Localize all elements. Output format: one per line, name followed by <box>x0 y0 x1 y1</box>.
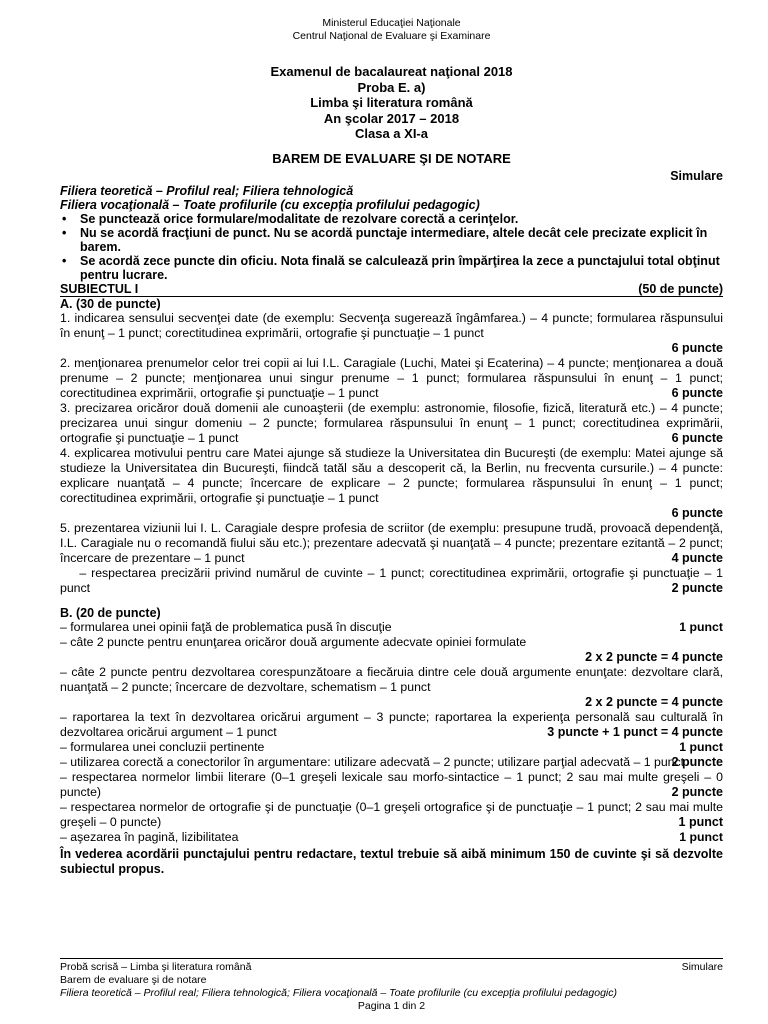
section-b-item-3 <box>60 665 723 710</box>
filiera-line-2: Filiera vocaţională – Toate profilurile (cu excepţia profilului pedagogic) <box>60 197 480 212</box>
subject-heading <box>60 282 723 297</box>
item-text: – respectarea normelor de ortografie şi de punctuaţie (0–1 greşeli ortografice şi de punctuaţie – 1 punct; 2 sau mai multe greşeli – 0 puncte) <box>60 799 723 829</box>
rules-list <box>60 212 723 282</box>
final-note: În vederea acordării punctajului pentru redactare, textul trebuie să aibă minimum 150 de cuvinte şi să dezvolte subiectul propus. <box>60 846 723 876</box>
section-b-item-8 <box>60 800 723 830</box>
item-text: – aşezarea în pagină, lizibilitatea <box>60 829 239 844</box>
footer-row <box>60 961 723 974</box>
simulare-label: Simulare <box>670 168 723 183</box>
barem-title: BAREM DE EVALUARE ŞI DE NOTARE <box>272 150 511 166</box>
exam-title: Examenul de bacalaureat naţional 2018 <box>270 64 513 79</box>
rule-item: • Se acordă zece puncte din oficiu. Nota finală se calculează prin împărţirea la zece a punctajului total obţinut pentru lucrare. <box>80 254 723 282</box>
item-points: 1 punct <box>679 829 723 844</box>
section-b-item-6 <box>60 755 723 770</box>
exam-subject: Limba şi literatura română <box>310 95 473 110</box>
exam-class: Clasa a XI-a <box>355 126 428 141</box>
item-text: – utilizarea corectă a conectorilor în argumentare: utilizare adecvată – 2 puncte; utilizare parţial adecvată – 1 punct <box>60 754 685 769</box>
footer-right: Simulare <box>681 961 723 973</box>
item-text: – formularea unei opinii faţă de problematica pusă în discuţie <box>60 619 392 634</box>
section-a-item-6 <box>60 565 727 596</box>
section-b-item-2 <box>60 635 723 665</box>
footer-line-2: Barem de evaluare şi de notare <box>60 974 207 986</box>
item-points: 2 puncte <box>671 784 723 799</box>
item-points: 1 punct <box>678 814 723 829</box>
item-points: 6 puncte <box>671 385 723 400</box>
section-a-item-4 <box>60 446 723 521</box>
filiera-line-1: Filiera teoretică – Profilul real; Filiera tehnologică <box>60 183 354 198</box>
section-b-item-5 <box>60 740 723 755</box>
subject-points: (50 de puncte) <box>638 281 723 296</box>
item-points: 2 x 2 puncte = 4 puncte <box>585 649 723 664</box>
page-footer <box>60 958 723 1013</box>
section-a-item-2 <box>60 356 723 401</box>
rule-item: • Se punctează orice formulare/modalitate de rezolvare corectă a cerinţelor. <box>80 212 723 226</box>
item-points: 1 punct <box>679 739 723 754</box>
item-text: – respectarea normelor limbii literare (0–1 greşeli lexicale sau morfo-sintactice – 1 punct; 2 sau mai multe greşeli – 0 puncte) <box>60 769 723 799</box>
item-text: 3. precizarea oricăror două domenii ale cunoaşterii (de exemplu: astronomie, filosofie, fizică, literatură etc.) – 4 puncte; precizarea unui singur domeniu – 2 puncte; formularea răspunsului în enunţ – 1 punct; corectitudinea exprimării, ortografie şi punctuaţie – 1 punct <box>60 400 723 445</box>
section-a-item-5 <box>60 521 723 566</box>
item-text: 5. prezentarea viziunii lui I. L. Caragiale despre profesia de scriitor (de exemplu: presupune trudă, provoacă dependenţă, I.L. Caragiale nu o recomandă fiului său etc.); prezentare adecvată şi nuanţată – 4 puncte; prezentare ezitantă – 2 punct; încercare de prezentare – 1 punct <box>60 520 723 565</box>
item-text: – câte 2 puncte pentru dezvoltarea corespunzătoare a fiecăruia dintre cele două argumente enunţate: dezvoltare clară, nuanţată – 2 puncte; încercare de dezvoltare, schematism – 1 punct <box>60 664 723 694</box>
item-text: – respectarea precizării privind numărul de cuvinte – 1 punct; corectitudinea exprimării, ortografie şi punctuaţie – 1 punct <box>60 565 727 595</box>
item-points: 6 puncte <box>671 430 723 445</box>
document-header <box>60 17 723 43</box>
rule-item: • Nu se acordă fracţiuni de punct. Nu se acordă punctaje intermediare, altele decât cele precizate explicit în barem. <box>80 226 723 254</box>
item-text: – formularea unei concluzii pertinente <box>60 739 265 754</box>
section-a-label: A. (30 de puncte) <box>60 296 161 311</box>
item-points: 2 puncte <box>671 754 723 769</box>
item-points: 1 punct <box>679 619 723 634</box>
section-b-label: B. (20 de puncte) <box>60 605 161 620</box>
section-b-item-9 <box>60 830 723 845</box>
page-number: Pagina 1 din 2 <box>357 1000 426 1012</box>
exam-year: An şcolar 2017 – 2018 <box>323 110 460 126</box>
item-points: 6 puncte <box>671 505 723 520</box>
item-points: 2 x 2 puncte = 4 puncte <box>585 694 723 709</box>
section-b-item-7 <box>60 770 723 800</box>
section-a-item-3 <box>60 401 723 446</box>
subject-label: SUBIECTUL I <box>60 281 139 296</box>
exam-titles <box>60 64 723 142</box>
item-points: 2 puncte <box>671 580 723 595</box>
item-text: 4. explicarea motivului pentru care Matei ajunge să studieze la Universitatea din Bucureşti (de exemplu: Matei ajunge să studieze la Universitatea din Bucureşti, fiindcă tatăl său a descoperit că, la Berlin, nu frecventa cursurile.) – 4 puncte: explicare nuanţată – 4 puncte; încercare de explicare – 2 puncte; formularea răspunsului în enunţ – 1 punct; corectitudinea exprimării, ortografie şi punctuaţie – 1 punct <box>60 445 723 505</box>
item-text-span: 2. menţionarea prenumelor celor trei copii ai lui I.L. Caragiale (Luchi, Matei şi Ecaterina) – 4 puncte; menţionarea a două prenume – 2 puncte; menţionarea unui singur prenume – 1 punct; formularea răspunsului în enunţ – 1 punct; corectitudinea exprimării, ortografie şi punctuaţie – 1 punct <box>60 355 723 400</box>
section-b-item-4 <box>60 710 723 740</box>
item-points: 6 puncte <box>671 340 723 355</box>
item-text: – raportarea la text în dezvoltarea oricărui argument – 3 puncte; raportarea la experienţa personală sau culturală în dezvoltarea oricărui argument – 1 punct <box>60 709 723 739</box>
document-page <box>60 0 727 877</box>
item-points: 3 puncte + 1 punct = 4 puncte <box>547 724 723 739</box>
item-text: – câte 2 puncte pentru enunţarea oricăror două argumente adecvate opiniei formulate <box>60 634 527 649</box>
exam-proba: Proba E. a) <box>357 79 426 95</box>
item-text: 1. indicarea sensului secvenţei date (de exemplu: Secvenţa sugerează îngâmfarea.) – 4 puncte; formularea răspunsului în enunţ – 1 punct; corectitudinea exprimării, ortografie şi punctuaţie – 1 punct <box>60 310 723 340</box>
section-a-item-1 <box>60 311 723 356</box>
section-b-item-1 <box>60 620 723 635</box>
footer-line-3: Filiera teoretică – Profilul real; Filiera tehnologică; Filiera vocaţională – Toate profilurile (cu excepţia profilului pedagogic) <box>60 987 617 999</box>
footer-left: Probă scrisă – Limba şi literatura română <box>60 961 252 973</box>
center-name: Centrul Naţional de Evaluare şi Examinare <box>292 30 491 42</box>
ministry-name: Ministerul Educaţiei Naţionale <box>322 17 461 29</box>
item-points: 4 puncte <box>671 550 723 565</box>
